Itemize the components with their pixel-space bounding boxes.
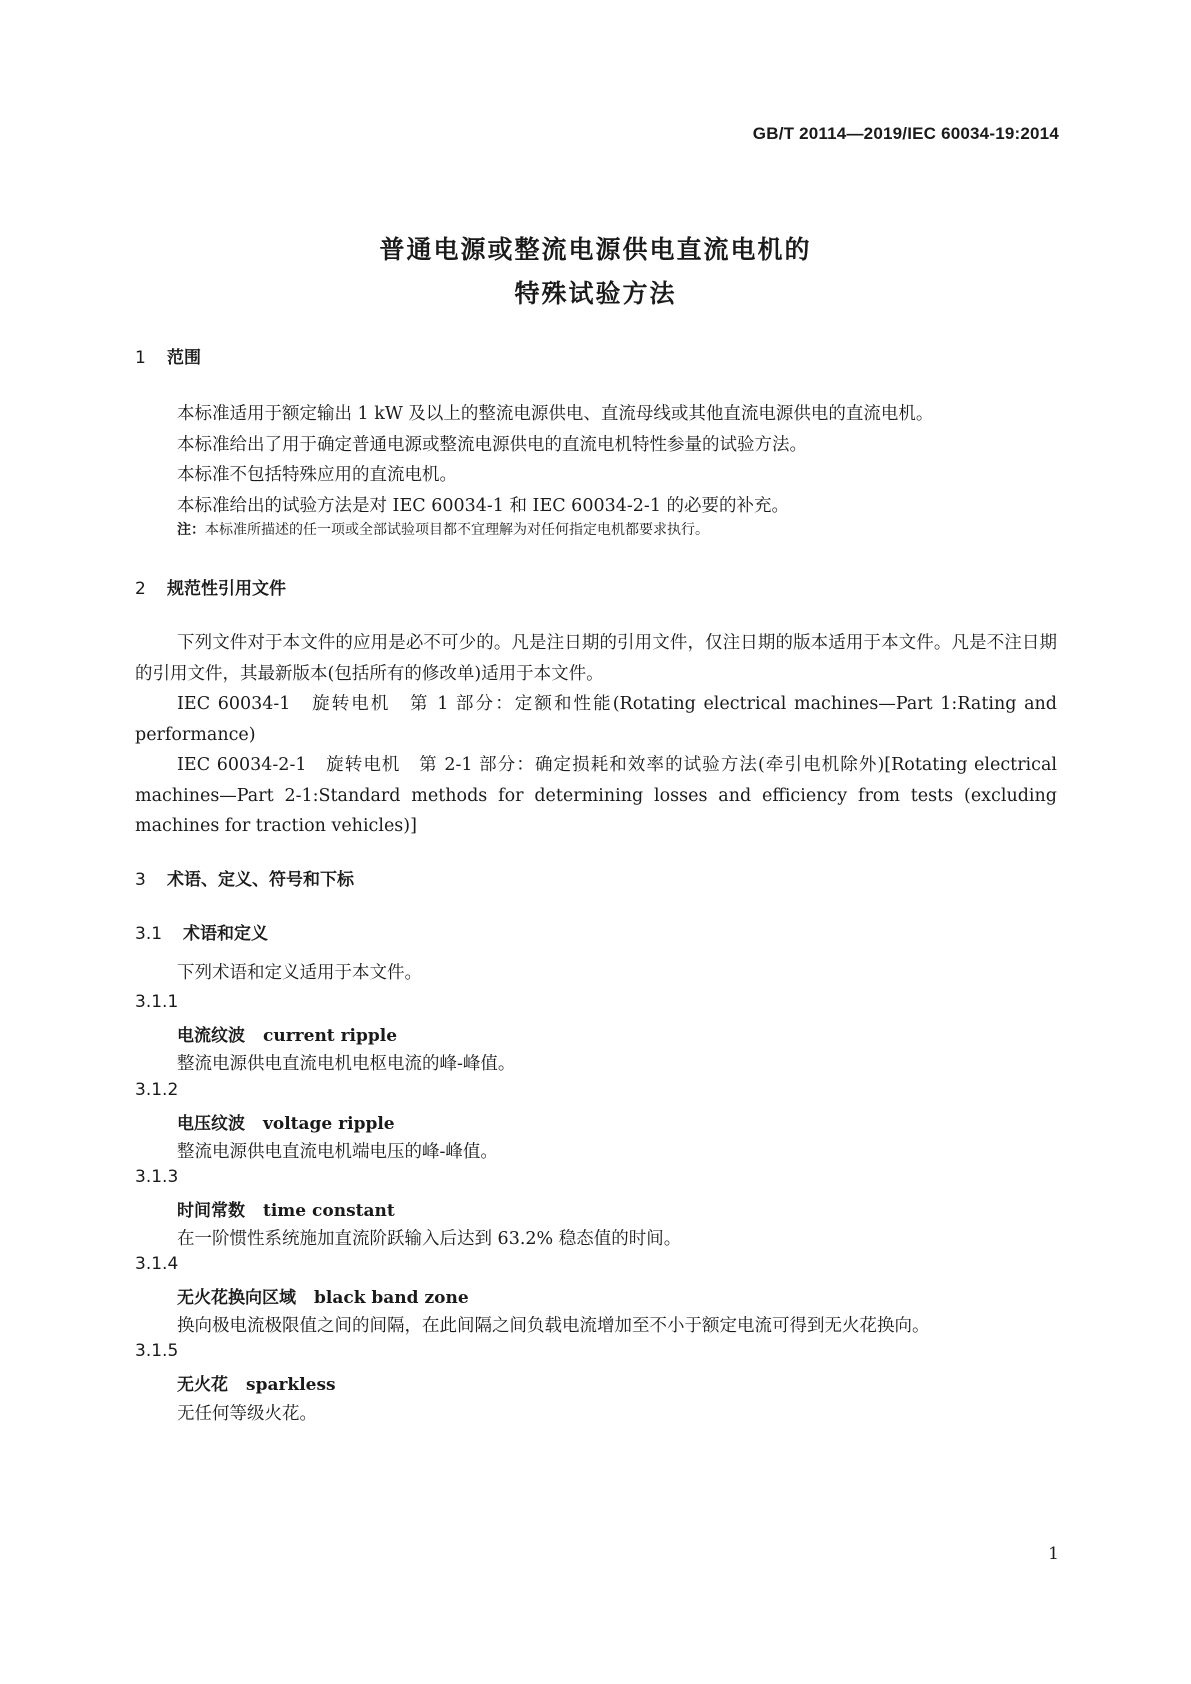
term-number: 3.1.5 <box>135 1341 179 1361</box>
term-zh: 无火花 <box>177 1375 228 1395</box>
section-3-heading <box>135 865 354 890</box>
section-3-1-heading <box>135 919 268 944</box>
term-definition: 整流电源供电直流电机端电压的峰-峰值。 <box>177 1142 498 1162</box>
section-1-body <box>135 399 1057 521</box>
standard-code: GB/T 20114—2019/IEC 60034-19:2014 <box>752 124 1059 143</box>
term-entry <box>177 1283 469 1308</box>
term-zh: 电压纹波 <box>177 1114 245 1134</box>
term-number: 3.1.2 <box>135 1080 179 1100</box>
section-number: 2 <box>135 579 146 599</box>
term-en: current ripple <box>263 1026 398 1046</box>
term-definition: 换向极电流极限值之间的间隔，在此间隔之间负载电流增加至不小于额定电流可得到无火花换向。 <box>177 1316 930 1336</box>
title-line-1: 普通电源或整流电源供电直流电机的 <box>379 235 812 264</box>
section-2-heading <box>135 574 286 599</box>
section-number: 1 <box>135 348 146 368</box>
section-title: 术语和定义 <box>183 924 268 944</box>
note-label: 注： <box>177 522 205 538</box>
title-line-2: 特殊试验方法 <box>514 279 677 308</box>
reference-item: IEC 60034-1 旋转电机 第 1 部分：定额和性能(Rotating electrical machines—Part 1:Rating and performance) <box>135 694 1057 745</box>
document-title <box>0 228 1191 316</box>
note-text: 本标准所描述的任一项或全部试验项目都不宜理解为对任何指定电机都要求执行。 <box>205 522 709 538</box>
term-en: voltage ripple <box>263 1114 395 1134</box>
section-title: 术语、定义、符号和下标 <box>167 870 354 890</box>
term-entry <box>177 1021 397 1046</box>
reference-item: IEC 60034-2-1 旋转电机 第 2-1 部分：确定损耗和效率的试验方法(牵引电机除外)[Rotating electrical machines—Part 2-1:Standard methods for determining losses and efficiency from tests (excluding machines for traction vehicles)] <box>135 755 1057 836</box>
term-en: time constant <box>263 1201 395 1221</box>
term-entry <box>177 1109 395 1134</box>
term-number: 3.1.3 <box>135 1167 179 1187</box>
term-number: 3.1.1 <box>135 992 179 1012</box>
paragraph: 本标准适用于额定输出 1 kW 及以上的整流电源供电、直流母线或其他直流电源供电的直流电机。 <box>177 404 934 424</box>
paragraph: 下列文件对于本文件的应用是必不可少的。凡是注日期的引用文件，仅注日期的版本适用于本文件。凡是不注日期的引用文件，其最新版本(包括所有的修改单)适用于本文件。 <box>135 633 1057 684</box>
term-entry <box>177 1196 395 1221</box>
term-entry <box>177 1370 336 1395</box>
section-title: 范围 <box>167 348 201 368</box>
section-3-1-intro <box>135 958 1057 989</box>
paragraph: 本标准不包括特殊应用的直流电机。 <box>177 465 457 485</box>
section-1-heading <box>135 343 201 368</box>
section-2-body <box>135 628 1057 842</box>
term-definition: 无任何等级火花。 <box>177 1404 317 1424</box>
paragraph: 本标准给出了用于确定普通电源或整流电源供电的直流电机特性参量的试验方法。 <box>177 434 807 455</box>
term-definition: 整流电源供电直流电机电枢电流的峰-峰值。 <box>177 1054 516 1074</box>
section-number: 3 <box>135 870 146 890</box>
note <box>177 519 709 539</box>
term-definition: 在一阶惯性系统施加直流阶跃输入后达到 63.2% 稳态值的时间。 <box>177 1229 682 1249</box>
term-zh: 无火花换向区域 <box>177 1288 296 1308</box>
section-title: 规范性引用文件 <box>167 579 286 599</box>
paragraph: 下列术语和定义适用于本文件。 <box>177 963 422 983</box>
term-en: sparkless <box>246 1375 336 1395</box>
paragraph: 本标准给出的试验方法是对 IEC 60034-1 和 IEC 60034-2-1 的必要的补充。 <box>177 495 790 516</box>
page-number: 1 <box>1048 1544 1059 1564</box>
term-zh: 电流纹波 <box>177 1026 245 1046</box>
term-en: black band zone <box>314 1288 469 1308</box>
term-number: 3.1.4 <box>135 1254 179 1274</box>
section-number: 3.1 <box>135 924 163 944</box>
term-zh: 时间常数 <box>177 1201 245 1221</box>
